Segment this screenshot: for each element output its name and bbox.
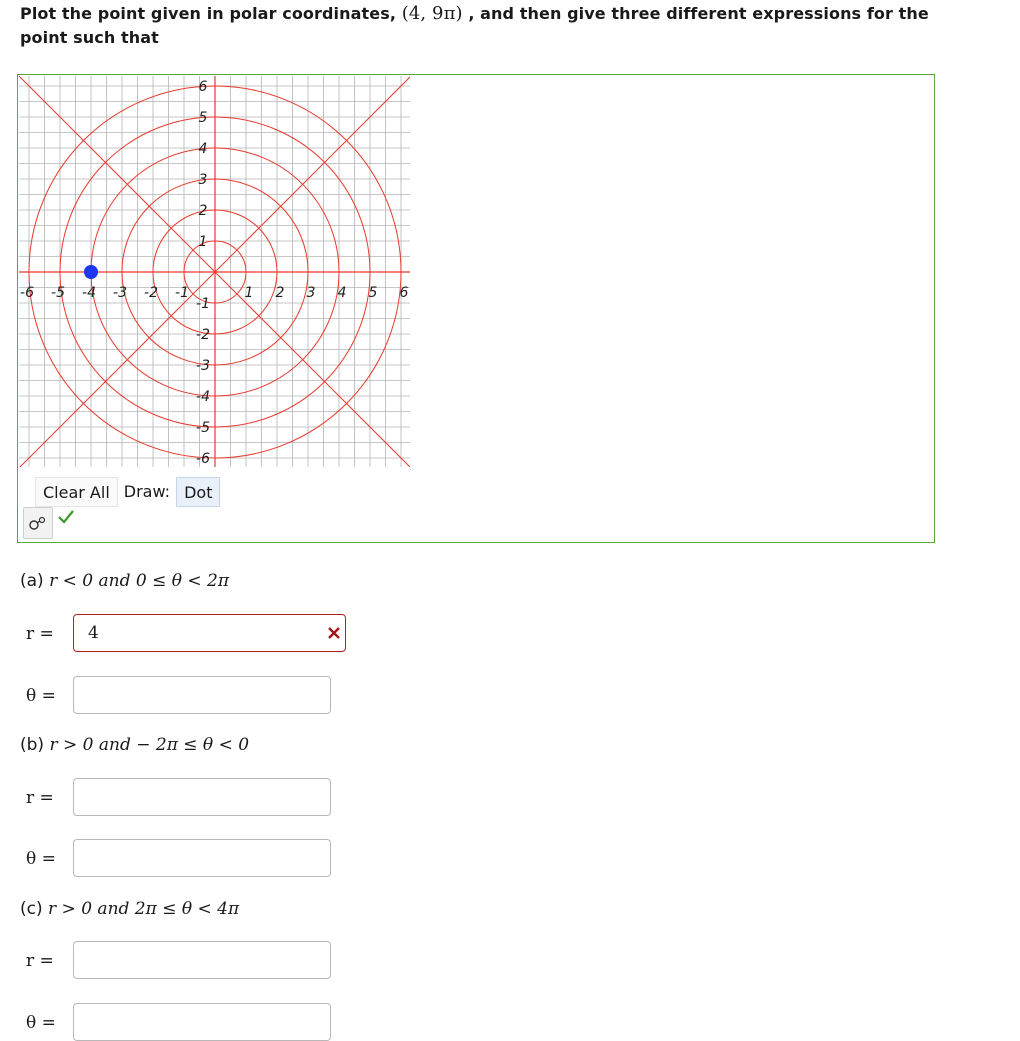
- x-tick-label: -2: [144, 285, 158, 301]
- part-c-heading: [20, 899, 239, 919]
- part-a-theta-input[interactable]: [73, 676, 331, 714]
- y-tick-label: -5: [196, 420, 210, 436]
- clear-all-button[interactable]: Clear All: [35, 477, 118, 507]
- x-tick-label: -6: [20, 285, 34, 301]
- part-c-label: (c): [20, 899, 43, 919]
- x-tick-label: 3: [306, 285, 316, 301]
- part-c-theta-label: θ =: [26, 1013, 56, 1033]
- x-tick-label: -3: [113, 285, 127, 301]
- x-tick-label: 1: [244, 285, 254, 301]
- draw-label: Draw:: [123, 482, 171, 501]
- question-point: (4, 9π): [401, 3, 463, 24]
- y-tick-label: -1: [196, 296, 210, 312]
- y-tick-label: 1: [198, 234, 208, 250]
- x-tick-label: 5: [368, 285, 378, 301]
- y-tick-label: -4: [196, 389, 210, 405]
- dot-tool-button[interactable]: Dot: [176, 477, 220, 507]
- question-prompt: [20, 2, 940, 50]
- incorrect-icon: [327, 626, 341, 640]
- graph-toolbar: [35, 477, 220, 507]
- part-c-theta-input[interactable]: [73, 1003, 331, 1041]
- part-c-r-input[interactable]: [73, 941, 331, 979]
- y-tick-label: 3: [198, 172, 208, 188]
- part-b-condition: r > 0 and − 2π ≤ θ < 0: [49, 735, 250, 755]
- x-tick-label: -5: [51, 285, 65, 301]
- part-b-theta-label: θ =: [26, 849, 56, 869]
- part-b-theta-input[interactable]: [73, 839, 331, 877]
- part-a-label: (a): [20, 571, 44, 591]
- part-a-theta-label: θ =: [26, 686, 56, 706]
- question-text-after: , and then give three different expressions for the point such that: [20, 4, 929, 47]
- part-c-r-label: r =: [26, 951, 54, 971]
- part-b-label: (b): [20, 735, 45, 755]
- part-a-r-label: r =: [26, 624, 54, 644]
- check-icon: [56, 507, 76, 527]
- question-text-before: Plot the point given in polar coordinates,: [20, 4, 397, 23]
- polar-curves: [18, 75, 615, 542]
- x-tick-label: -1: [175, 285, 189, 301]
- y-tick-label: -6: [196, 451, 210, 467]
- y-tick-label: -3: [196, 358, 210, 374]
- part-b-r-input[interactable]: [73, 778, 331, 816]
- y-tick-label: 6: [198, 79, 208, 95]
- part-a-r-input[interactable]: 4: [73, 614, 346, 652]
- part-b-r-label: r =: [26, 788, 54, 808]
- y-tick-label: 5: [198, 110, 208, 126]
- x-tick-label: 4: [337, 285, 347, 301]
- part-b-heading: [20, 735, 249, 755]
- part-a-condition: r < 0 and 0 ≤ θ < 2π: [49, 571, 230, 591]
- x-tick-label: 2: [275, 285, 285, 301]
- polar-graph[interactable]: [18, 75, 934, 542]
- y-tick-label: 4: [198, 141, 208, 157]
- link-button[interactable]: [23, 507, 53, 539]
- polar-layer: [18, 75, 615, 542]
- y-tick-label: 2: [198, 203, 208, 219]
- part-c-condition: r > 0 and 2π ≤ θ < 4π: [48, 899, 240, 919]
- y-tick-label: -2: [196, 327, 210, 343]
- graph-container: [17, 74, 935, 543]
- link-icon: [24, 508, 52, 538]
- polar-ray-diagonal: [18, 75, 615, 542]
- x-tick-label: -4: [82, 285, 96, 301]
- part-a-heading: [20, 571, 229, 591]
- plotted-point[interactable]: [84, 265, 98, 279]
- x-tick-label: 6: [399, 285, 409, 301]
- polar-ray-diagonal: [18, 75, 615, 542]
